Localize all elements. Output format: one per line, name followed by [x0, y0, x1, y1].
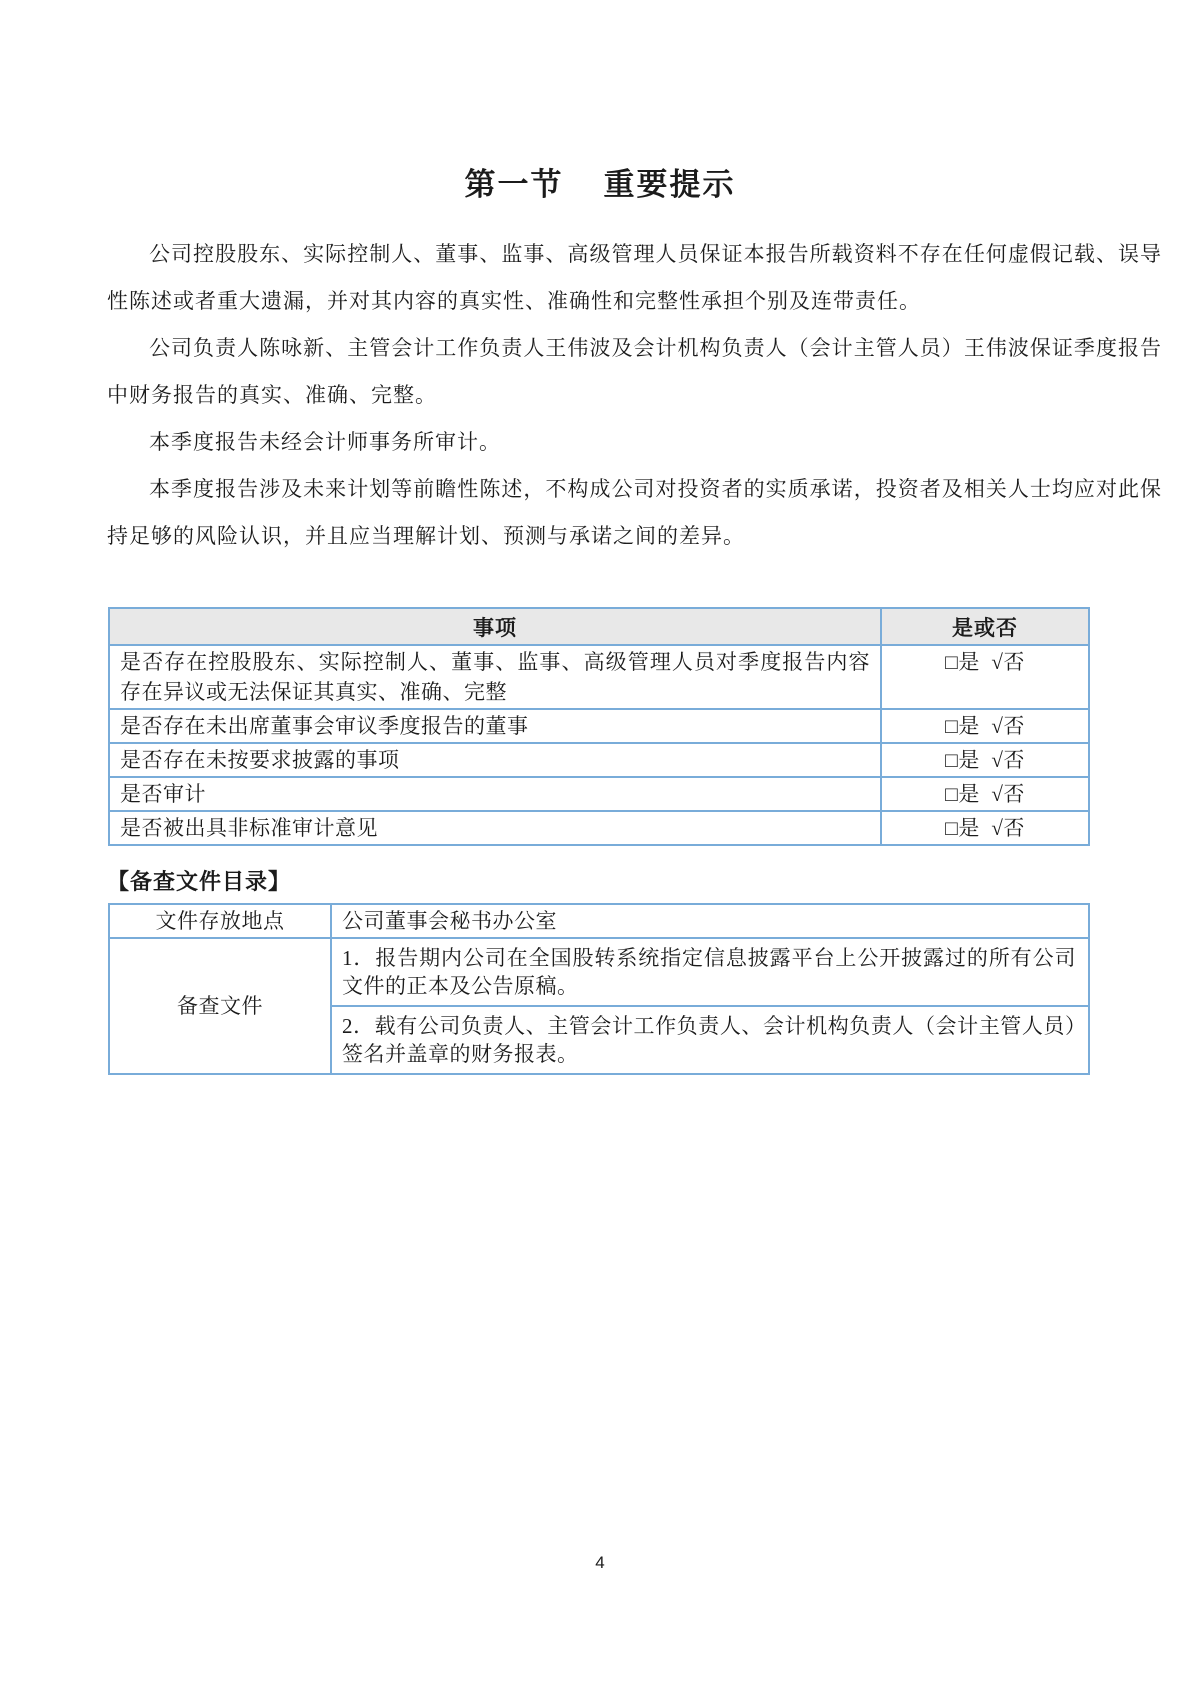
- answer-cell: □是 √否: [881, 709, 1089, 743]
- paragraph-1: 公司控股股东、实际控制人、董事、监事、高级管理人员保证本报告所载资料不存在任何虚假记载、误导性陈述或者重大遗漏，并对其内容的真实性、准确性和完整性承担个别及连带责任。: [107, 242, 1162, 313]
- yes-no-table-header-row: [109, 608, 1089, 645]
- docs-row: [109, 938, 1089, 1006]
- answer-cell: □是 √否: [881, 743, 1089, 777]
- yes-no-table-row: [109, 645, 1089, 709]
- doc-item-cell-2: 2．载有公司负责人、主管会计工作负责人、会计机构负责人（会计主管人员）签名并盖章的财务报表。: [331, 1006, 1089, 1074]
- item-cell: 是否存在控股股东、实际控制人、董事、监事、高级管理人员对季度报告内容存在异议或无法保证其真实、准确、完整: [109, 645, 881, 709]
- item-cell: 是否被出具非标准审计意见: [109, 811, 881, 845]
- yes-no-table-row: [109, 709, 1089, 743]
- page-number: 4: [595, 1553, 605, 1572]
- item-cell: 是否审计: [109, 777, 881, 811]
- answer-cell: □是 √否: [881, 645, 1089, 709]
- item-cell: 是否存在未按要求披露的事项: [109, 743, 881, 777]
- item-cell: 是否存在未出席董事会审议季度报告的董事: [109, 709, 881, 743]
- location-value-cell: 公司董事会秘书办公室: [331, 904, 1089, 938]
- doc-item-cell-1: 1．报告期内公司在全国股转系统指定信息披露平台上公开披露过的所有公司文件的正本及公告原稿。: [331, 938, 1089, 1006]
- yes-no-table-row: [109, 743, 1089, 777]
- answer-cell: □是 √否: [881, 811, 1089, 845]
- yes-no-table-header-item: 事项: [109, 608, 881, 645]
- yes-no-table: [108, 607, 1090, 846]
- paragraph-3: 本季度报告未经会计师事务所审计。: [149, 430, 501, 454]
- reference-docs-table: [108, 903, 1090, 1075]
- title-section-number: 第一节: [464, 167, 564, 202]
- location-row: [109, 904, 1089, 938]
- yes-no-table-header-answer: 是或否: [881, 608, 1089, 645]
- paragraph-2: 公司负责人陈咏新、主管会计工作负责人王伟波及会计机构负责人（会计主管人员）王伟波保证季度报告中财务报告的真实、准确、完整。: [107, 336, 1162, 407]
- title-section-text: 重要提示: [603, 167, 736, 202]
- paragraph-4: 本季度报告涉及未来计划等前瞻性陈述，不构成公司对投资者的实质承诺，投资者及相关人士均应对此保持足够的风险认识，并且应当理解计划、预测与承诺之间的差异。: [107, 477, 1162, 548]
- yes-no-table-row: [109, 811, 1089, 845]
- reference-docs-heading: 【备查文件目录】: [107, 869, 292, 894]
- location-label-cell: 文件存放地点: [109, 904, 331, 938]
- yes-no-table-row: [109, 777, 1089, 811]
- page-title: [0, 166, 1200, 204]
- answer-cell: □是 √否: [881, 777, 1089, 811]
- body-text: [107, 231, 1162, 560]
- docs-label-cell: 备查文件: [109, 938, 331, 1074]
